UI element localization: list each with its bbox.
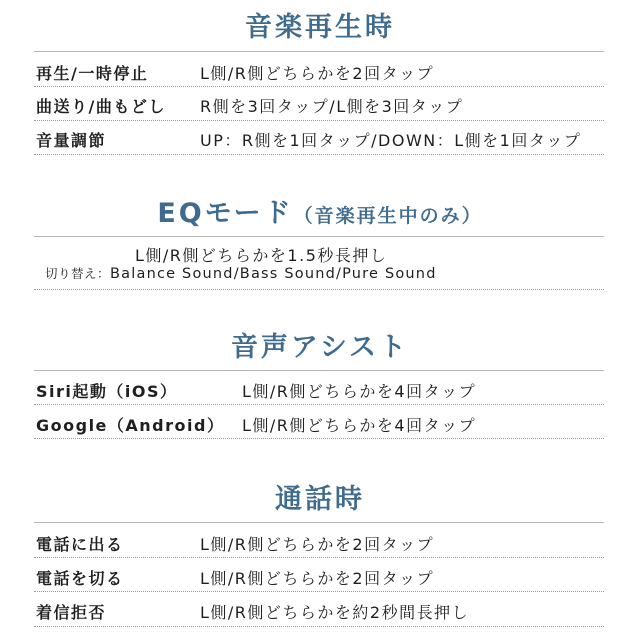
row-value: L側/R側どちらかを4回タップ bbox=[242, 382, 477, 401]
divider bbox=[34, 51, 604, 52]
music-section-title: 音楽再生時 bbox=[245, 12, 395, 43]
row-value: L側/R側どちらかを2回タップ bbox=[200, 535, 435, 554]
divider bbox=[34, 626, 604, 627]
row-value: L側/R側どちらかを約2秒間長押し bbox=[200, 603, 470, 622]
list-item bbox=[34, 560, 604, 590]
divider bbox=[34, 154, 604, 155]
row-value: R側を3回タップ/L側を3回タップ bbox=[200, 97, 464, 116]
row-label: Google（Android） bbox=[36, 416, 225, 435]
list-item bbox=[34, 526, 604, 556]
list-item bbox=[34, 88, 604, 118]
divider bbox=[34, 86, 604, 87]
divider bbox=[34, 289, 604, 290]
eq-instruction: L側/R側どちらかを1.5秒長押し bbox=[135, 246, 388, 265]
divider bbox=[34, 120, 604, 121]
list-item bbox=[34, 122, 604, 152]
divider bbox=[34, 438, 604, 439]
divider bbox=[34, 404, 604, 405]
row-label: Siri起動（iOS） bbox=[36, 382, 178, 401]
row-label: 電話に出る bbox=[36, 535, 124, 554]
eq-title-text: EQモード bbox=[157, 198, 294, 229]
row-label: 曲送り/曲もどし bbox=[36, 97, 166, 116]
divider bbox=[34, 591, 604, 592]
row-label: 音量調節 bbox=[36, 131, 107, 150]
assist-section-title: 音声アシスト bbox=[230, 332, 410, 363]
row-label: 着信拒否 bbox=[36, 603, 107, 622]
list-item bbox=[34, 373, 604, 403]
divider bbox=[34, 557, 604, 558]
row-value: UP：R側を1回タップ/DOWN：L側を1回タップ bbox=[200, 131, 582, 150]
row-label: 電話を切る bbox=[36, 569, 124, 588]
eq-switch-label: 切り替え： bbox=[45, 266, 111, 281]
divider bbox=[34, 236, 604, 237]
eq-subtitle: （音楽再生中のみ） bbox=[293, 205, 483, 227]
eq-section-title bbox=[0, 191, 640, 230]
list-item bbox=[34, 594, 604, 624]
eq-modes: Balance Sound/Bass Sound/Pure Sound bbox=[110, 266, 437, 282]
eq-modes-line bbox=[45, 264, 437, 282]
row-value: L側/R側どちらかを4回タップ bbox=[242, 416, 477, 435]
row-label: 再生/一時停止 bbox=[36, 64, 149, 83]
call-section-title: 通話時 bbox=[275, 484, 365, 515]
divider bbox=[34, 522, 604, 523]
list-item bbox=[34, 55, 604, 85]
row-value: L側/R側どちらかを2回タップ bbox=[200, 64, 435, 83]
divider bbox=[34, 370, 604, 371]
list-item bbox=[34, 407, 604, 437]
row-value: L側/R側どちらかを2回タップ bbox=[200, 569, 435, 588]
